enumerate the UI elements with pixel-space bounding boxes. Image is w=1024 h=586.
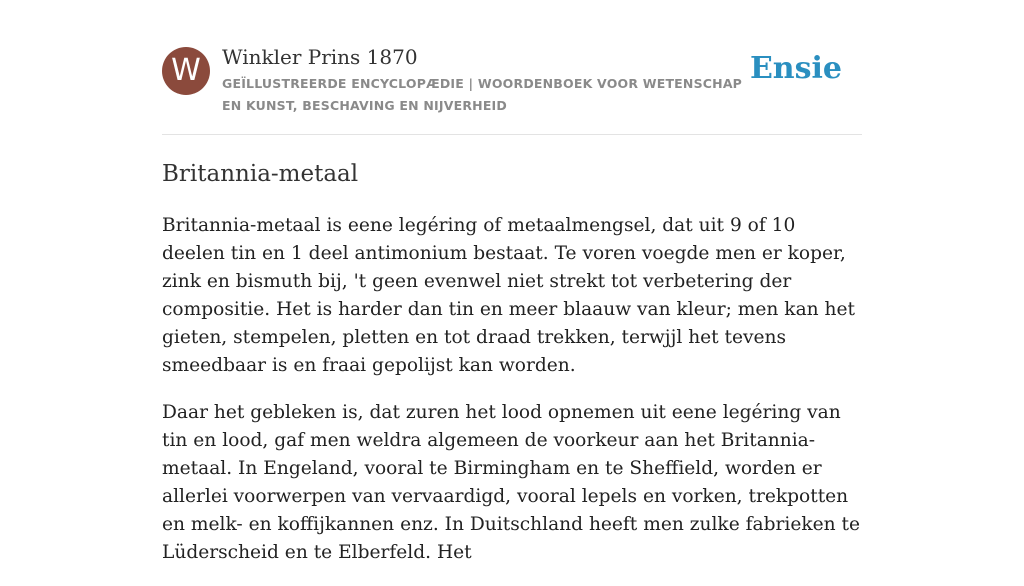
source-header (162, 0, 862, 135)
avatar[interactable]: W (162, 47, 210, 95)
article-paragraph: Britannia-metaal is eene legéring of metaalmengsel, dat uit 9 of 10 deelen tin en 1 deel antimonium bestaat. Te voren voegde men er koper, zink en bismuth bij, 't geen evenwel niet strekt tot verbetering der compositie. Het is harder dan tin en meer blaauw van kleur; men kan het gieten, stempelen, pletten en tot draad trekken, terwjjl het tevens smeedbaar is en fraai gepolijst kan worden. (162, 215, 855, 376)
ensie-logo-link[interactable]: Ensie (749, 51, 842, 86)
article-paragraph: Daar het gebleken is, dat zuren het lood opnemen uit eene legéring van tin en lood, gaf men weldra algemeen de voorkeur aan het Britannia-metaal. In Engeland, vooral te Birmingham en te Sheffield, worden er allerlei voorwerpen van vervaardigd, vooral lepels en vorken, trekpotten en melk- en koffijkannen enz. In Duitschland heeft men zulke fabrieken te Lüderscheid en te Elberfeld. Het (162, 402, 860, 563)
page-title: Britannia-metaal (162, 161, 359, 187)
article-body (162, 212, 862, 586)
source-title[interactable]: Winkler Prins 1870 (222, 45, 418, 69)
article-page (162, 0, 862, 563)
source-subtitle: GEÏLLUSTREERDE ENCYCLOPÆDIE | WOORDENBOEK VOOR WETENSCHAP EN KUNST, BESCHAVING EN NIJVERHEID (222, 76, 743, 113)
